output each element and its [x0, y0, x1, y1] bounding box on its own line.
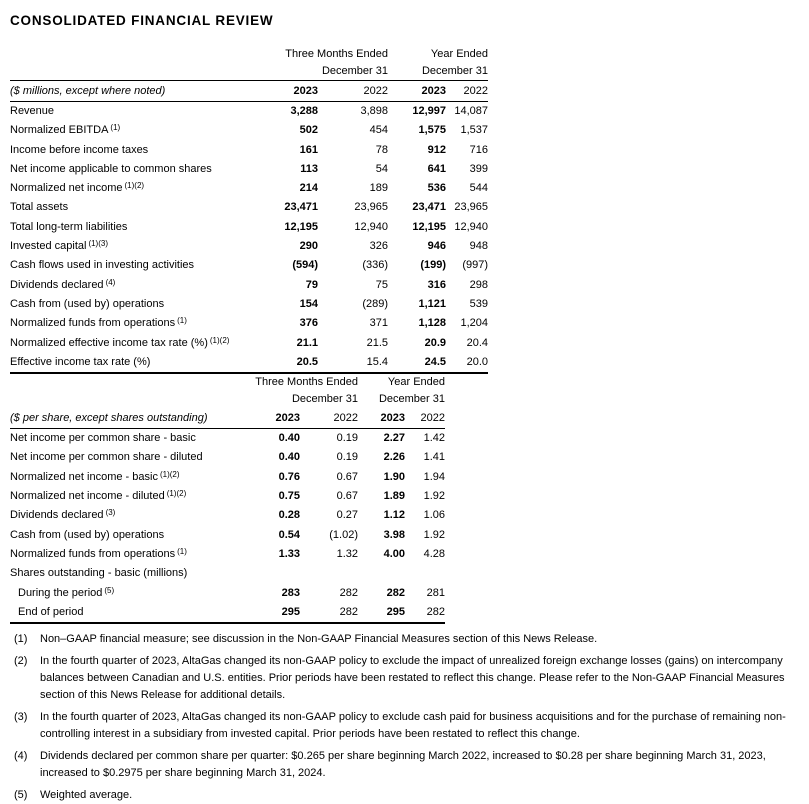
financial-table-per-share: [10, 374, 445, 624]
table-row: [10, 256, 488, 275]
value-cell: 12,195: [284, 220, 318, 233]
value-cell: 20.9: [424, 336, 446, 349]
value-cell: 326: [369, 240, 388, 253]
value-cell: 0.54: [278, 528, 300, 541]
value-cell: 1.42: [423, 432, 445, 445]
row-label: Invested capital $^{(1)(3)}$: [10, 239, 108, 253]
period-header-row: [10, 63, 488, 81]
table-row: [10, 603, 445, 623]
row-label: Dividends declared $^{(4)}$: [10, 277, 116, 291]
value-cell: 371: [369, 317, 388, 330]
table-row: [10, 102, 488, 122]
value-cell: 454: [369, 124, 388, 137]
row-label: End of period: [10, 603, 255, 623]
footnote-marker: (3): [14, 711, 28, 724]
value-cell: 641: [427, 162, 446, 175]
value-cell: 4.00: [383, 547, 405, 560]
value-cell: 946: [427, 240, 446, 253]
value-cell: 0.76: [278, 470, 300, 483]
row-label: Cash from (used by) operations: [10, 528, 165, 541]
table-row: [10, 218, 488, 237]
value-cell: [300, 564, 358, 583]
footnote-reference: (4): [105, 277, 116, 287]
value-cell: 14,087: [454, 105, 488, 117]
period-header: December 31: [321, 65, 388, 77]
footnote-reference: (1): [177, 546, 187, 556]
value-cell: 1,575: [418, 124, 446, 137]
value-cell: 12,940: [454, 220, 488, 233]
row-label: Normalized funds from operations $^{(1)}$: [10, 546, 187, 560]
value-cell: 1.92: [423, 490, 445, 503]
table-row: [10, 314, 488, 333]
row-label: Cash flows used in investing activities: [10, 259, 195, 272]
table-row: [10, 295, 488, 314]
value-cell: 1.32: [336, 547, 358, 560]
footnote-marker: (4): [14, 750, 28, 763]
footnote-reference: (1)(2): [209, 335, 230, 345]
value-cell: 1.94: [423, 470, 445, 483]
table-row: [10, 198, 488, 217]
year-header: 2023: [358, 408, 405, 429]
footnote-marker: (5): [14, 789, 28, 802]
value-cell: 1,537: [460, 124, 488, 137]
value-cell: 1.33: [278, 547, 300, 560]
footnote: [14, 709, 809, 743]
value-cell: 295: [358, 603, 405, 623]
value-cell: 282: [339, 586, 358, 599]
value-cell: 282: [300, 603, 358, 623]
value-cell: 3,288: [290, 105, 318, 117]
page-title: CONSOLIDATED FINANCIAL REVIEW: [10, 13, 274, 28]
value-cell: 75: [375, 278, 388, 291]
table-row: [10, 353, 488, 373]
table-row: [10, 468, 445, 487]
row-label: Net income applicable to common shares: [10, 162, 212, 175]
footnote-reference: (1): [177, 316, 187, 326]
value-cell: 283: [281, 586, 300, 599]
footnote: [14, 631, 809, 648]
value-cell: 2.26: [383, 451, 405, 464]
period-header-spacer: [10, 63, 250, 81]
row-label: Normalized funds from operations $^{(1)}$: [10, 316, 187, 330]
table-row: [10, 545, 445, 564]
period-header: December 31: [421, 65, 488, 77]
value-cell: 539: [469, 297, 488, 310]
row-label: Cash from (used by) operations: [10, 297, 165, 310]
period-header: December 31: [378, 393, 445, 406]
row-label: Normalized net income $^{(1)(2)}$: [10, 181, 145, 195]
period-header: Three Months Ended: [285, 48, 388, 60]
period-header-row: [10, 374, 445, 391]
value-cell: 12,997: [412, 105, 446, 117]
financial-tables: [10, 46, 809, 624]
footnote-reference: (5): [104, 585, 115, 595]
value-cell: 1.12: [383, 509, 405, 522]
value-cell: 399: [469, 162, 488, 175]
value-cell: (199): [420, 259, 446, 272]
footnote-reference: (1)(2): [124, 181, 145, 191]
value-cell: 282: [386, 586, 405, 599]
period-header: December 31: [291, 393, 358, 406]
value-cell: 20.5: [250, 353, 318, 373]
value-cell: 1.06: [423, 509, 445, 522]
row-label: Normalized effective income tax rate (%) $^{(1)(2)}$: [10, 335, 230, 349]
value-cell: 15.4: [318, 353, 388, 373]
value-cell: 24.5: [388, 353, 446, 373]
value-cell: 0.67: [336, 470, 358, 483]
value-cell: [405, 564, 445, 583]
value-cell: 3,898: [360, 105, 388, 117]
value-cell: 20.0: [446, 353, 488, 373]
value-cell: 214: [299, 182, 318, 195]
year-header: 2022: [405, 408, 445, 429]
value-cell: (997): [462, 259, 488, 272]
footnote-reference: (1)(2): [159, 469, 180, 479]
period-header: Year Ended: [430, 48, 488, 60]
value-cell: 113: [300, 162, 318, 175]
value-cell: 0.40: [278, 451, 300, 464]
value-cell: 79: [305, 278, 318, 291]
table-row: [10, 121, 488, 140]
value-cell: 1.90: [383, 470, 405, 483]
table-row: [10, 160, 488, 179]
value-cell: 0.27: [336, 509, 358, 522]
footnote-text: Weighted average.: [40, 789, 133, 802]
value-cell: 23,471: [284, 201, 318, 214]
value-cell: 0.40: [278, 432, 300, 445]
footnote: [14, 653, 809, 704]
value-cell: 948: [469, 240, 488, 253]
value-cell: 154: [299, 297, 318, 310]
footnote: [14, 748, 809, 782]
row-label: Effective income tax rate (%): [10, 353, 250, 373]
value-cell: 282: [405, 603, 445, 623]
table-row: [10, 429, 445, 449]
period-header: Three Months Ended: [255, 376, 358, 389]
footnote-reference: (1)(3): [88, 239, 108, 249]
value-cell: 298: [469, 278, 488, 291]
value-cell: 21.5: [366, 336, 388, 349]
row-label: Dividends declared $^{(3)}$: [10, 508, 116, 522]
period-header-spacer: [10, 391, 255, 408]
footnote-marker: (2): [14, 655, 28, 668]
year-header: 2023: [250, 81, 318, 102]
value-cell: 0.19: [336, 432, 358, 445]
value-cell: 0.19: [336, 451, 358, 464]
value-cell: 12,195: [412, 220, 446, 233]
value-cell: 54: [375, 162, 388, 175]
row-label: Total assets: [10, 201, 69, 214]
row-label: Shares outstanding - basic (millions): [10, 567, 188, 580]
table-row: [10, 334, 488, 353]
footnote-reference: (1)(2): [166, 489, 187, 499]
table-row: [10, 487, 445, 506]
value-cell: [358, 564, 405, 583]
table-row: [10, 276, 488, 295]
value-cell: 912: [427, 143, 446, 156]
table-row: [10, 448, 445, 467]
table-row: [10, 526, 445, 545]
value-cell: 161: [299, 143, 318, 156]
value-cell: 12,940: [354, 220, 388, 233]
period-header-row: [10, 391, 445, 408]
year-header: 2022: [446, 81, 488, 102]
table-row: [10, 506, 445, 525]
row-label: Net income per common share - basic: [10, 432, 196, 445]
row-label: Income before income taxes: [10, 143, 149, 156]
table-row: [10, 584, 445, 603]
footnote: [14, 787, 809, 804]
period-header-spacer: [10, 46, 250, 63]
value-cell: 1.89: [383, 490, 405, 503]
value-cell: 0.28: [278, 509, 300, 522]
year-header: 2022: [300, 408, 358, 429]
value-cell: 23,965: [354, 201, 388, 214]
value-cell: 536: [427, 182, 446, 195]
value-cell: [255, 564, 300, 583]
period-header-spacer: [10, 374, 255, 391]
value-cell: 2.27: [383, 432, 405, 445]
row-label: Normalized net income - basic $^{(1)(2)}$: [10, 469, 180, 483]
value-cell: 4.28: [423, 547, 445, 560]
value-cell: 295: [255, 603, 300, 623]
value-cell: 1.41: [423, 451, 445, 464]
footnote-text: In the fourth quarter of 2023, AltaGas changed its non-GAAP policy to exclude the impact of unrealized foreign exchange losses (gains) on intercompany balances between Canadian and U.S. entities. Prior periods have been restated to reflect this change. Please refer to the Non-GAAP Financial Measures section of this News Release for additional details.: [40, 655, 785, 702]
value-cell: 544: [469, 182, 488, 195]
value-cell: (594): [292, 259, 318, 272]
year-header: 2022: [318, 81, 388, 102]
column-header-row: [10, 81, 488, 102]
value-cell: 376: [299, 317, 318, 330]
value-cell: 1,121: [418, 297, 446, 310]
value-cell: (336): [362, 259, 388, 272]
table-row: [10, 141, 488, 160]
column-header-row: [10, 408, 445, 429]
footnote-reference: (1): [110, 123, 121, 133]
year-header: 2023: [388, 81, 446, 102]
footnote-marker: (1): [14, 633, 28, 646]
value-cell: 0.75: [278, 490, 300, 503]
row-label: Normalized EBITDA $^{(1)}$: [10, 123, 121, 137]
value-cell: 23,965: [454, 201, 488, 214]
row-label: Revenue: [10, 105, 55, 117]
footnote-reference: (3): [105, 508, 116, 518]
value-cell: 1.92: [423, 528, 445, 541]
row-label: During the period $^{(5)}$: [18, 585, 115, 599]
period-header-row: [10, 46, 488, 63]
table-row: [10, 564, 445, 583]
value-cell: 716: [469, 143, 488, 156]
period-header: Year Ended: [387, 376, 445, 389]
unit-label: ($ millions, except where noted): [10, 81, 250, 102]
row-label: Normalized net income - diluted $^{(1)(2)}$: [10, 489, 187, 503]
footnote-text: In the fourth quarter of 2023, AltaGas changed its non-GAAP policy to exclude cash paid for business acquisitions and for the purchase of remaining non-controlling interest in a subsidiary from invested capital. Prior periods have been restated to reflect this change.: [40, 711, 786, 741]
value-cell: (289): [362, 297, 388, 310]
footnote-text: Non–GAAP financial measure; see discussion in the Non-GAAP Financial Measures section of this News Release.: [40, 633, 598, 646]
table-row: [10, 237, 488, 256]
value-cell: 281: [426, 586, 445, 599]
row-label: Total long-term liabilities: [10, 220, 128, 233]
footnote-text: Dividends declared per common share per quarter: $0.265 per share beginning March 2022, increased to $0.28 per share beginning March 31, 2023, increased to $0.2975 per share beginning March 31, 2024.: [40, 750, 766, 780]
unit-label: ($ per share, except shares outstanding): [10, 408, 255, 429]
value-cell: 0.67: [336, 490, 358, 503]
row-label: Net income per common share - diluted: [10, 451, 203, 464]
value-cell: 78: [375, 143, 388, 156]
year-header: 2023: [255, 408, 300, 429]
value-cell: 290: [299, 240, 318, 253]
value-cell: 21.1: [296, 336, 318, 349]
table-row: [10, 179, 488, 198]
value-cell: 23,471: [412, 201, 446, 214]
footnotes: [10, 631, 809, 804]
value-cell: (1.02): [329, 528, 358, 541]
value-cell: 502: [299, 124, 318, 137]
value-cell: 1,128: [418, 317, 446, 330]
value-cell: 1,204: [460, 317, 488, 330]
financial-table-millions: [10, 46, 488, 374]
value-cell: 316: [427, 278, 446, 291]
value-cell: 189: [369, 182, 388, 195]
value-cell: 20.4: [466, 336, 488, 349]
value-cell: 3.98: [383, 528, 405, 541]
